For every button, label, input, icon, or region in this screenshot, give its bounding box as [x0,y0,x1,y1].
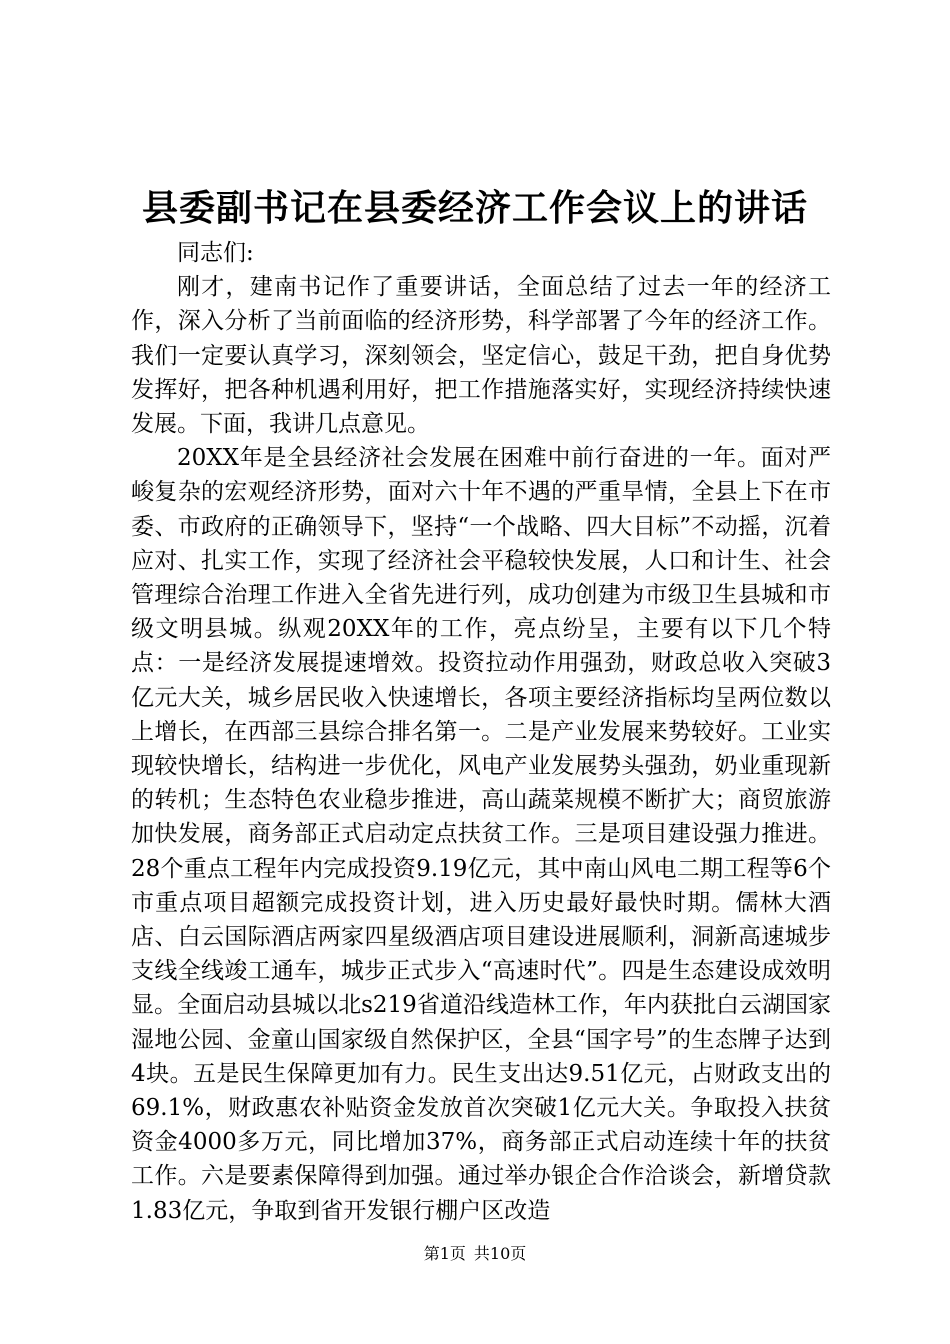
review-paragraph: 20XX年是全县经济社会发展在困难中前行奋进的一年。面对严峻复杂的宏观经济形势，面对六十年不遇的严重旱情，全县上下在市委、市政府的正确领导下，坚持“一个战略、四大目标”不动摇，沉着应对、扎实工作，实现了经济社会平稳较快发展，人口和计生、社会管理综合治理工作进入全省先进行列，成功创建为市级卫生县城和市级文明县城。纵观20XX年的工作，亮点纷呈，主要有以下几个特点：一是经济发展提速增效。投资拉动作用强劲，财政总收入突破3亿元大关，城乡居民收入快速增长，各项主要经济指标均呈两位数以上增长，在西部三县综合排名第一。二是产业发展来势较好。工业实现较快增长，结构进一步优化，风电产业发展势头强劲，奶业重现新的转机；生态特色农业稳步推进，高山蔬菜规模不断扩大；商贸旅游加快发展，商务部正式启动定点扶贫工作。三是项目建设强力推进。28个重点工程年内完成投资9.19亿元，其中南山风电二期工程等6个市重点项目超额完成投资计划，进入历史最好最快时期。儒林大酒店、白云国际酒店两家四星级酒店项目建设进展顺利，洞新高速城步支线全线竣工通车，城步正式步入“高速时代”。四是生态建设成效明显。全面启动县城以北s219省道沿线造林工作，年内获批白云湖国家湿地公园、金童山国家级自然保护区，全县“国字号”的生态牌子达到4块。五是民生保障更加有力。民生支出达9.51亿元，占财政支出的69.1%，财政惠农补贴资金发放首次突破1亿元大关。争取投入扶贫资金4000多万元，同比增加37%，商务部正式启动连续十年的扶贫工作。六是要素保障得到加强。通过举办银企合作洽谈会，新增贷款1.83亿元，争取到省开发银行棚户区改造 [131,445,831,1224]
document-body [131,236,831,1228]
document-title: 县委副书记在县委经济工作会议上的讲话 [141,187,808,229]
intro-paragraph: 刚才，建南书记作了重要讲话，全面总结了过去一年的经济工作，深入分析了当前面临的经济形势，科学部署了今年的经济工作。我们一定要认真学习，深刻领会，坚定信心，鼓足干劲，把自身优势发挥好，把各种机遇利用好，把工作措施落实好，实现经济持续快速发展。下面，我讲几点意见。 [131,274,831,438]
salutation-paragraph: 同志们: [177,240,254,266]
page-total: 共10页 [473,1244,527,1263]
page-footer [0,1243,950,1265]
page-number: 第1页 [423,1244,466,1263]
